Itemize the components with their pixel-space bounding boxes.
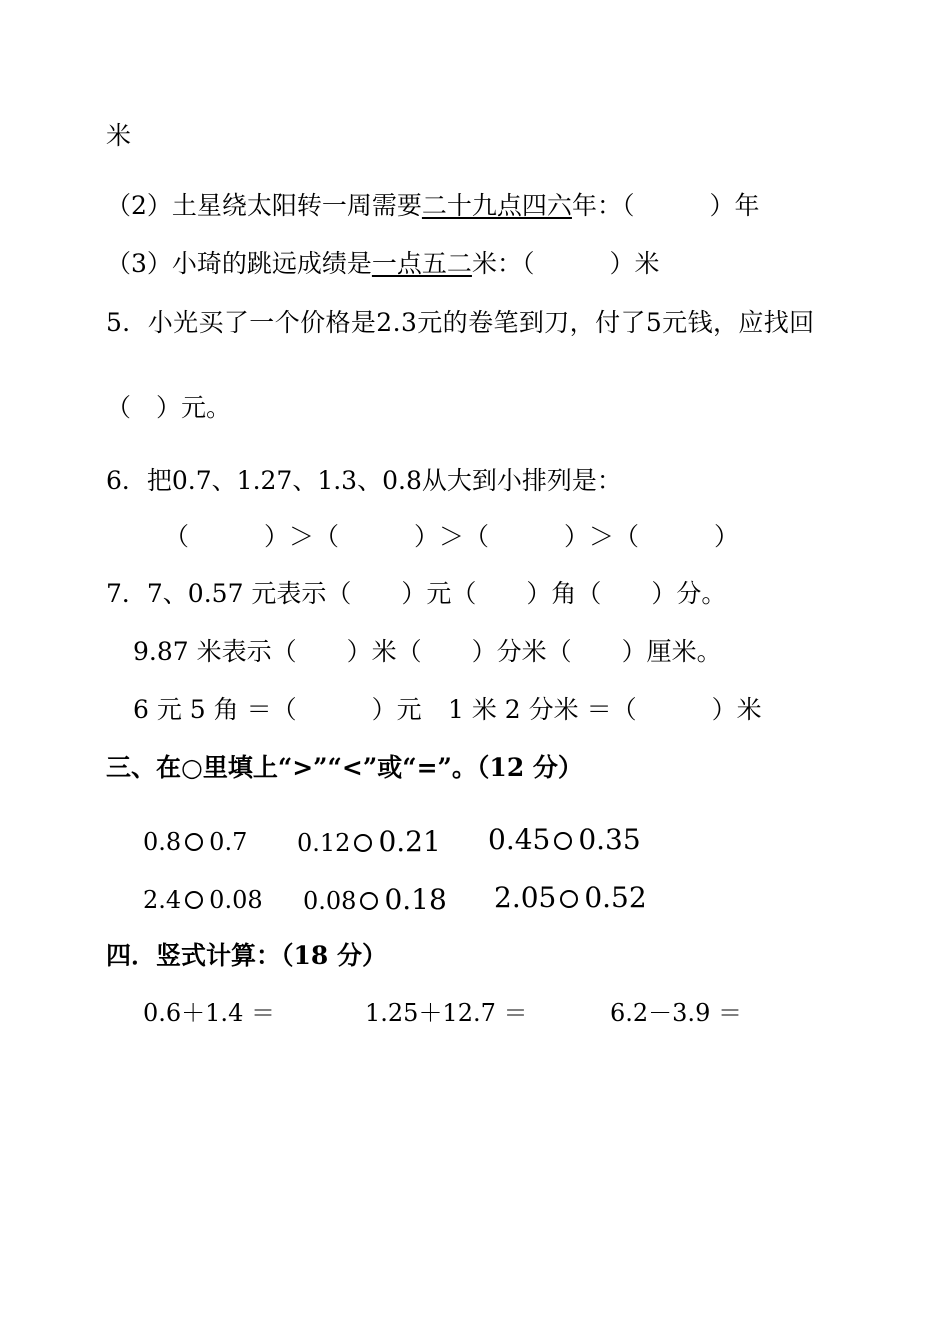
- section4-title: 四．竖式计算：（18 分）: [106, 941, 387, 970]
- q4-3-underlined: 一点五二: [371, 249, 472, 278]
- compare-3-a: 0.45: [488, 823, 551, 856]
- compare-item-6: [494, 882, 647, 914]
- calc-item-1: 0.6＋1.4 ＝: [143, 999, 275, 1027]
- compare-5-a: 0.08: [303, 887, 357, 915]
- q4-3-prefix: （3）小琦的跳远成绩是: [106, 249, 372, 278]
- compare-1-b: 0.7: [209, 828, 248, 856]
- compare-1-a: 0.8: [143, 828, 182, 856]
- compare-item-5: [303, 884, 447, 917]
- q7-line3a: 6 元 5 角 ＝（ ）元: [133, 695, 422, 724]
- compare-3-circle[interactable]: [554, 832, 572, 850]
- compare-4-a: 2.4: [143, 886, 182, 914]
- compare-item-3: [488, 824, 641, 856]
- q4-2-prefix: （2）土星绕太阳转一周需要: [106, 191, 422, 220]
- q4-3-suffix: 米：（ ）米: [471, 249, 660, 278]
- compare-4-circle[interactable]: [185, 891, 203, 909]
- calc-item-2: 1.25＋12.7 ＝: [365, 999, 528, 1027]
- compare-2-circle[interactable]: [354, 834, 372, 852]
- compare-6-b: 0.52: [584, 881, 647, 914]
- compare-item-1: [143, 826, 247, 858]
- q4-2-suffix: 年：（ ）年: [571, 191, 760, 220]
- calc-item-3: 6.2－3.9 ＝: [610, 999, 742, 1027]
- compare-5-b: 0.18: [384, 883, 447, 916]
- compare-5-circle[interactable]: [360, 892, 378, 910]
- compare-1-circle[interactable]: [185, 833, 203, 851]
- q7-line3b: 1 米 2 分米 ＝（ ）米: [448, 695, 762, 724]
- compare-4-b: 0.08: [209, 886, 263, 914]
- q7-line1: 7．7、0.57 元表示（ ）元（ ）角（ ）分。: [106, 579, 727, 608]
- section3-title: 三、在○里填上“>”“<”或“=”。（12 分）: [106, 753, 583, 782]
- compare-2-b: 0.21: [378, 825, 441, 858]
- q5-line1: 5．小光买了一个价格是2.3元的卷笔到刀，付了5元钱，应找回: [106, 308, 815, 337]
- q7-line2: 9.87 米表示（ ）米（ ）分米（ ）厘米。: [133, 637, 722, 666]
- q4-tail: 米: [106, 121, 132, 150]
- compare-item-4: [143, 884, 263, 916]
- compare-6-circle[interactable]: [560, 890, 578, 908]
- q4-2-underlined: 二十九点四六: [421, 191, 572, 220]
- compare-2-a: 0.12: [297, 829, 351, 857]
- q4-item-2: [106, 190, 759, 222]
- q5-line2: （ ）元。: [106, 393, 232, 422]
- compare-item-2: [297, 826, 441, 859]
- q4-item-3: [106, 248, 659, 280]
- compare-3-b: 0.35: [578, 823, 641, 856]
- q6-line2: （ ）＞（ ）＞（ ）＞（ ）: [164, 522, 740, 551]
- compare-6-a: 2.05: [494, 881, 557, 914]
- q6-line1: 6．把0.7、1.27、1.3、0.8从大到小排列是：: [106, 466, 622, 495]
